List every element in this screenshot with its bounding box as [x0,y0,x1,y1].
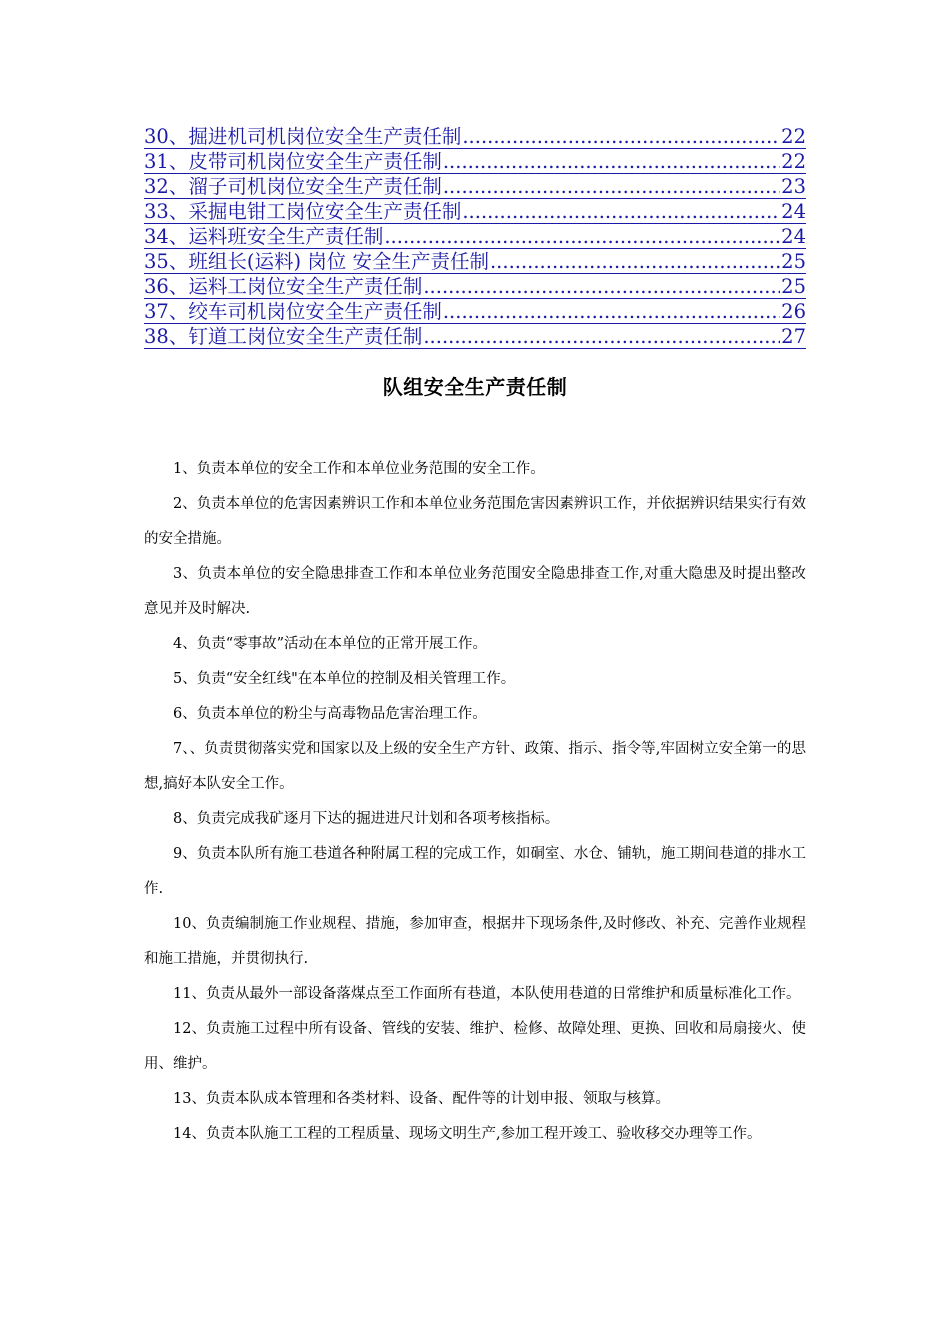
paragraph-5: 5、负责“安全红线"在本单位的控制及相关管理工作。 [173,671,516,687]
toc-entry-32[interactable] [144,174,806,199]
toc-entry-30[interactable] [144,124,806,149]
toc-entry-separator: 、 [168,225,189,248]
toc-entry-page: 25 [781,250,806,273]
toc-entry-page: 22 [781,150,806,173]
paragraph-10: 10、负责编制施工作业规程、措施，参加审查，根据井下现场条件,及时修改、补充、完善作业规程和施工措施，并贯彻执行. [144,916,806,967]
toc-dot-leader [443,174,780,199]
toc-entry-number: 38 [144,325,169,348]
body-text [144,452,806,1152]
toc-entry-page: 25 [781,275,806,298]
paragraph-1: 1、负责本单位的安全工作和本单位业务范围的安全工作。 [173,461,545,477]
toc-entry-34[interactable] [144,224,806,249]
toc-entry-separator: 、 [168,250,189,273]
toc-entry-page: 24 [781,200,806,223]
toc-entry-number: 36 [144,275,169,298]
toc-entry-title: 运料工岗位安全生产责任制 [188,275,423,298]
paragraph-11: 11、负责从最外一部设备落煤点至工作面所有巷道，本队使用巷道的日常维护和质量标准化工作。 [173,986,801,1002]
toc-dot-leader [443,149,780,174]
toc-dot-leader [462,199,780,224]
toc-entry-title: 绞车司机岗位安全生产责任制 [188,300,442,323]
paragraph-6: 6、负责本单位的粉尘与高毒物品危害治理工作。 [173,706,487,722]
toc-dot-leader [490,249,780,274]
toc-entry-33[interactable] [144,199,806,224]
paragraph-14: 14、负责本队施工工程的工程质量、现场文明生产,参加工程开竣工、验收移交办理等工作。 [173,1126,762,1142]
toc-dot-leader [423,324,780,349]
toc-entry-number: 34 [144,225,169,248]
section-heading: 队组安全生产责任制 [382,375,568,399]
toc-entry-separator: 、 [168,175,189,198]
toc-entry-38[interactable] [144,324,806,349]
toc-entry-36[interactable] [144,274,806,299]
paragraph-13: 13、负责本队成本管理和各类材料、设备、配件等的计划申报、领取与核算。 [173,1091,670,1107]
toc-entry-title: 皮带司机岗位安全生产责任制 [188,150,442,173]
paragraph-8: 8、负责完成我矿逐月下达的掘进进尺计划和各项考核指标。 [173,811,560,827]
table-of-contents [144,124,806,349]
toc-entry-title: 溜子司机岗位安全生产责任制 [188,175,442,198]
toc-dot-leader [462,124,780,149]
toc-entry-37[interactable] [144,299,806,324]
toc-entry-title: 掘进机司机岗位安全生产责任制 [188,125,462,148]
toc-entry-title: 班组长(运料) 岗位 安全生产责任制 [188,250,489,273]
toc-entry-separator: 、 [168,275,189,298]
toc-entry-number: 30 [144,125,169,148]
toc-entry-page: 22 [781,125,806,148]
toc-entry-page: 24 [781,225,806,248]
toc-dot-leader [423,274,780,299]
toc-entry-31[interactable] [144,149,806,174]
paragraph-7: 7、、负责贯彻落实党和国家以及上级的安全生产方针、政策、指示、指令等,牢固树立安全第一的思想,搞好本队安全工作。 [144,741,806,792]
toc-entry-35[interactable] [144,249,806,274]
toc-entry-page: 26 [781,300,806,323]
toc-entry-number: 37 [144,300,169,323]
toc-entry-number: 35 [144,250,169,273]
toc-entry-title: 采掘电钳工岗位安全生产责任制 [188,200,462,223]
toc-dot-leader [384,224,780,249]
toc-entry-page: 27 [781,325,806,348]
paragraph-3: 3、负责本单位的安全隐患排查工作和本单位业务范围安全隐患排查工作,对重大隐患及时提出整改意见并及时解决. [144,566,806,617]
toc-dot-leader [443,299,780,324]
toc-entry-number: 32 [144,175,169,198]
toc-entry-separator: 、 [168,300,189,323]
paragraph-9: 9、负责本队所有施工巷道各种附属工程的完成工作，如硐室、水仓、铺轨，施工期间巷道的排水工作. [144,846,806,897]
paragraph-4: 4、负责“零事故”活动在本单位的正常开展工作。 [173,636,488,652]
toc-entry-separator: 、 [168,125,189,148]
paragraph-12: 12、负责施工过程中所有设备、管线的安装、维护、检修、故障处理、更换、回收和局扇接火、使用、维护。 [144,1021,806,1072]
toc-entry-separator: 、 [168,150,189,173]
toc-entry-page: 23 [781,175,806,198]
toc-entry-title: 钉道工岗位安全生产责任制 [188,325,423,348]
toc-entry-number: 33 [144,200,169,223]
paragraph-2: 2、负责本单位的危害因素辨识工作和本单位业务范围危害因素辨识工作，并依据辨识结果实行有效的安全措施。 [144,496,806,547]
toc-entry-separator: 、 [168,325,189,348]
toc-entry-number: 31 [144,150,169,173]
toc-entry-separator: 、 [168,200,189,223]
toc-entry-title: 运料班安全生产责任制 [188,225,384,248]
